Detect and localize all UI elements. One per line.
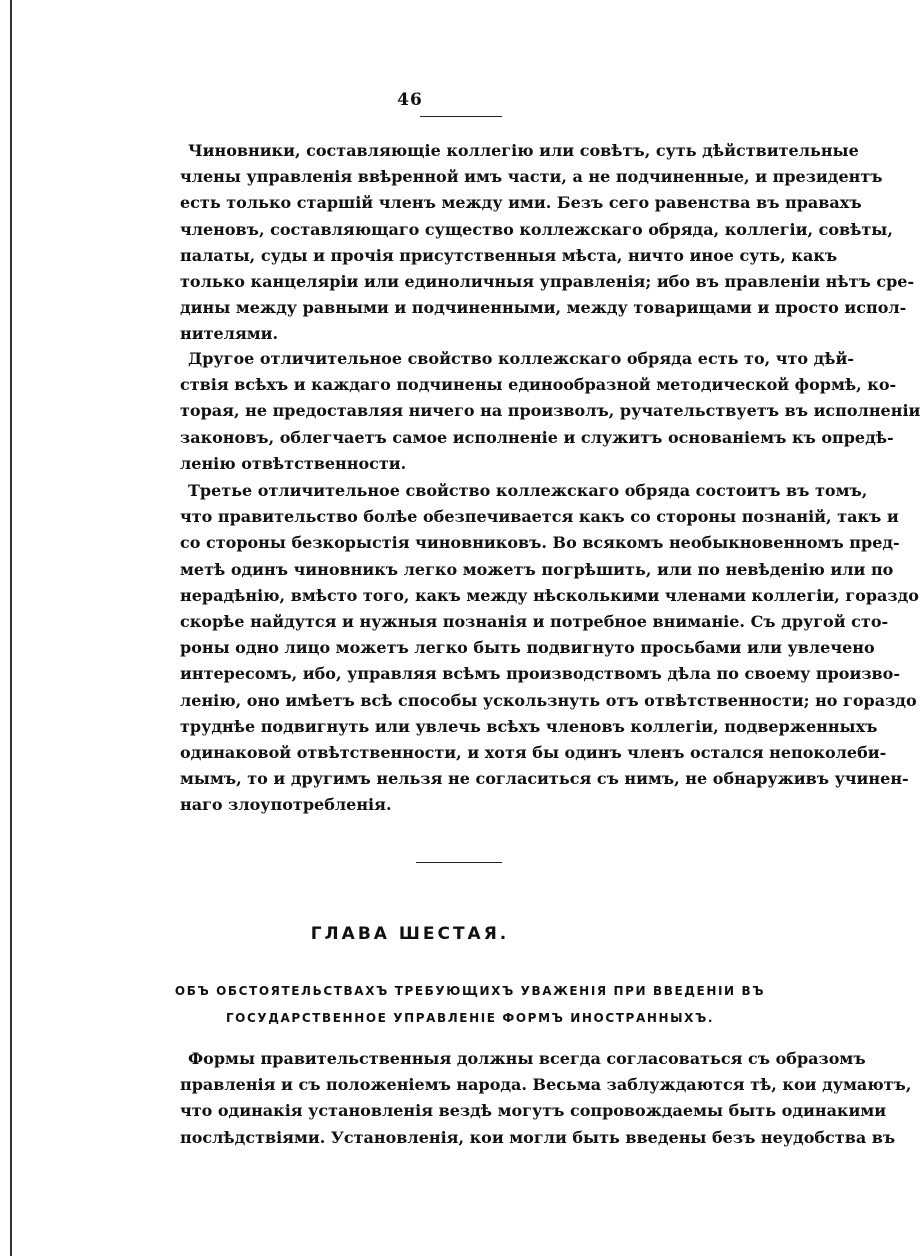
text-line: членовъ, составляющаго существо коллежскаго обряда, коллегіи, совѣты, — [180, 219, 893, 239]
text-line: палаты, суды и прочія присутственныя мѣста, ничто иное суть, какъ — [180, 245, 838, 265]
chapter-subtitle — [150, 978, 790, 1032]
paragraph-3 — [180, 478, 919, 818]
text-line: Третье отличительное свойство коллежскаго обряда состоитъ въ томъ, — [188, 481, 868, 500]
page-number-underline — [420, 116, 502, 117]
text-line: наго злоупотребленія. — [180, 795, 392, 815]
chapter-title: ГЛАВА ШЕСТАЯ. — [310, 924, 510, 944]
text-line: что одинакія установленія вездѣ могутъ сопровождаемы быть одинакими — [180, 1101, 887, 1121]
text-line: мымъ, то и другимъ нельзя не согласиться съ нимъ, не обнаруживъ учинен- — [180, 769, 909, 789]
paragraph-2 — [180, 346, 920, 477]
text-line: члены управленія ввѣренной имъ части, а не подчиненные, и президентъ — [180, 167, 883, 187]
text-line: послѣдствіями. Установленія, кои могли быть введены безъ неудобства въ — [180, 1127, 896, 1147]
text-line: Формы правительственныя должны всегда согласоваться съ образомъ — [188, 1049, 866, 1068]
text-line: правленія и съ положеніемъ народа. Весьма заблуждаются тѣ, кои думаютъ, — [180, 1075, 912, 1095]
text-line: нителями. — [180, 324, 279, 344]
chapter-paragraph — [180, 1046, 912, 1151]
text-line: труднѣе подвигнуть или увлечь всѣхъ членовъ коллегіи, подверженныхъ — [180, 716, 878, 736]
text-line: торая, не предоставляя ничего на произволъ, ручательствуетъ въ исполненіи — [180, 401, 920, 421]
paragraph-1 — [180, 138, 915, 348]
text-line: скорѣе найдутся и нужныя познанія и потребное вниманіе. Съ другой сто- — [180, 611, 889, 631]
section-divider — [416, 862, 502, 863]
text-line: дины между равными и подчиненными, между товарищами и просто испол- — [180, 298, 907, 318]
text-line: только канцеляріи или единоличныя управленія; ибо въ правленіи нѣтъ сре- — [180, 271, 915, 291]
chapter-subtitle-line: ОБЪ ОБСТОЯТЕЛЬСТВАХЪ ТРЕБУЮЩИХЪ УВАЖЕНІЯ ПРИ ВВЕДЕНІИ ВЪ — [174, 984, 766, 998]
text-line: ленію, оно имѣетъ всѣ способы ускользнуть отъ отвѣтственности; но гораздо — [180, 690, 917, 710]
page-number: 46 — [397, 90, 423, 110]
text-line: Чиновники, составляющіе коллегію или совѣтъ, суть дѣйствительные — [188, 141, 859, 160]
text-line: что правительство болѣе обезпечивается какъ со стороны познаній, такъ и — [180, 507, 899, 527]
text-line: со стороны безкорыстія чиновниковъ. Во всякомъ необыкновенномъ пред- — [180, 533, 900, 553]
text-line: метѣ одинъ чиновникъ легко можетъ погрѣшить, или по невѣденію или по — [180, 559, 894, 579]
text-line: роны одно лицо можетъ легко быть подвигнуто просьбами или увлечено — [180, 638, 875, 658]
text-line: законовъ, облегчаетъ самое исполненіе и служитъ основаніемъ къ опредѣ- — [180, 427, 894, 447]
page-edge-rule — [10, 0, 12, 1256]
text-line: Другое отличительное свойство коллежскаго обряда есть то, что дѣй- — [188, 349, 855, 368]
text-line: нерадѣнію, вмѣсто того, какъ между нѣсколькими членами коллегіи, гораздо — [180, 585, 919, 605]
text-line: ствія всѣхъ и каждаго подчинены единообразной методической формѣ, ко- — [180, 375, 897, 395]
text-line: есть только старшій членъ между ими. Безъ сего равенства въ правахъ — [180, 193, 862, 213]
chapter-subtitle-line: ГОСУДАРСТВЕННОЕ УПРАВЛЕНІЕ ФОРМЪ ИНОСТРАННЫХЪ. — [225, 1011, 715, 1025]
text-line: одинаковой отвѣтственности, и хотя бы одинъ членъ остался непоколеби- — [180, 742, 887, 762]
text-line: интересомъ, ибо, управляя всѣмъ производствомъ дѣла по своему произво- — [180, 664, 900, 684]
text-line: ленію отвѣтственности. — [180, 453, 407, 473]
